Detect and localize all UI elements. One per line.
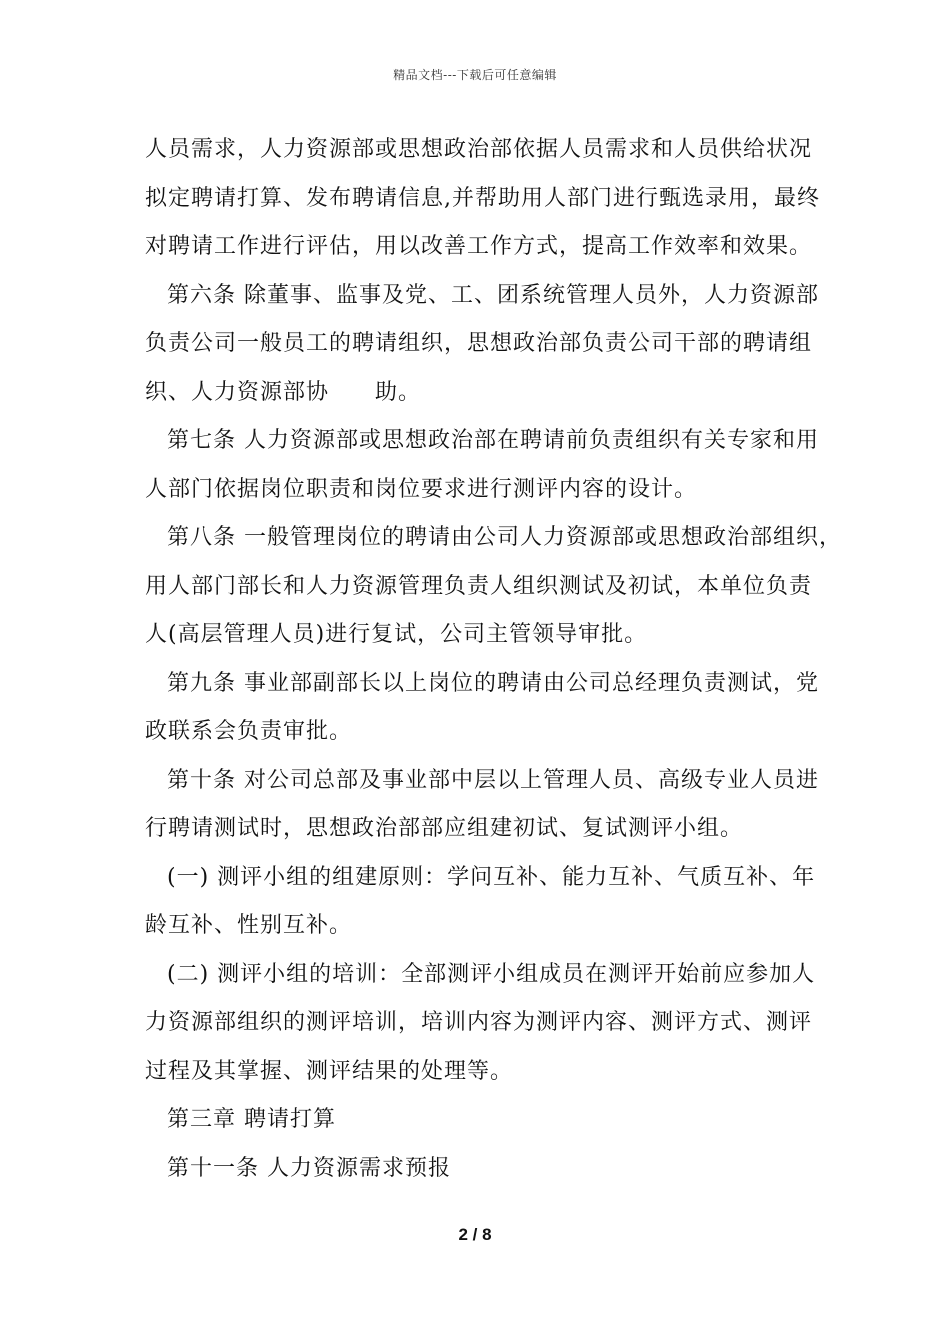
text-line: 拟定聘请打算、发布聘请信息,并帮助用人部门进行甄选录用，最终 <box>145 185 820 211</box>
item-1-line: (一) 测评小组的组建原则：学问互补、能力互补、气质互补、年 <box>167 864 816 890</box>
text-line: 负责公司一般员工的聘请组织，思想政治部负责公司干部的聘请组 <box>145 331 813 356</box>
text-line: 力资源部组织的测评培训，培训内容为测评内容、测评方式、测评 <box>145 1010 813 1035</box>
text-line: 过程及其掌握、测评结果的处理等。 <box>145 1058 514 1084</box>
text-line: 政联系会负责审批。 <box>145 719 353 744</box>
document-body <box>145 126 842 1193</box>
text-line: 织、人力资源部协 助。 <box>145 379 422 405</box>
article-6-heading-line: 第六条 除董事、监事及党、工、团系统管理人员外，人力资源部 <box>167 282 819 308</box>
article-8-heading-line: 第八条 一般管理岗位的聘请由公司人力资源部或思想政治部组织， <box>167 525 842 550</box>
item-2-line: (二) 测评小组的培训：全部测评小组成员在测评开始前应参加人 <box>167 961 816 987</box>
text-line: 人员需求，人力资源部或思想政治部依据人员需求和人员供给状况 <box>145 137 813 162</box>
chapter-3-heading: 第三章 聘请打算 <box>167 1107 336 1132</box>
text-line: 用人部门部长和人力资源管理负责人组织测试及初试，本单位负责 <box>145 573 813 599</box>
page-header: 精品文档---下载后可任意编辑 <box>393 68 557 82</box>
text-line: 龄互补、性别互补。 <box>145 913 353 938</box>
text-line: 人(高层管理人员)进行复试，公司主管领导审批。 <box>145 622 648 647</box>
article-11-heading-line: 第十一条 人力资源需求预报 <box>167 1155 451 1181</box>
text-line: 对聘请工作进行评估，用以改善工作方式，提高工作效率和效果。 <box>145 234 813 259</box>
article-10-heading-line: 第十条 对公司总部及事业部中层以上管理人员、高级专业人员进 <box>167 767 819 793</box>
article-9-heading-line: 第九条 事业部副部长以上岗位的聘请由公司总经理负责测试，党 <box>167 670 819 696</box>
text-line: 人部门依据岗位职责和岗位要求进行测评内容的设计。 <box>145 476 698 502</box>
article-7-heading-line: 第七条 人力资源部或思想政治部在聘请前负责组织有关专家和用 <box>167 428 819 453</box>
text-line: 行聘请测试时，思想政治部部应组建初试、复试测评小组。 <box>145 816 744 841</box>
page-number: 2 / 8 <box>458 1225 492 1244</box>
